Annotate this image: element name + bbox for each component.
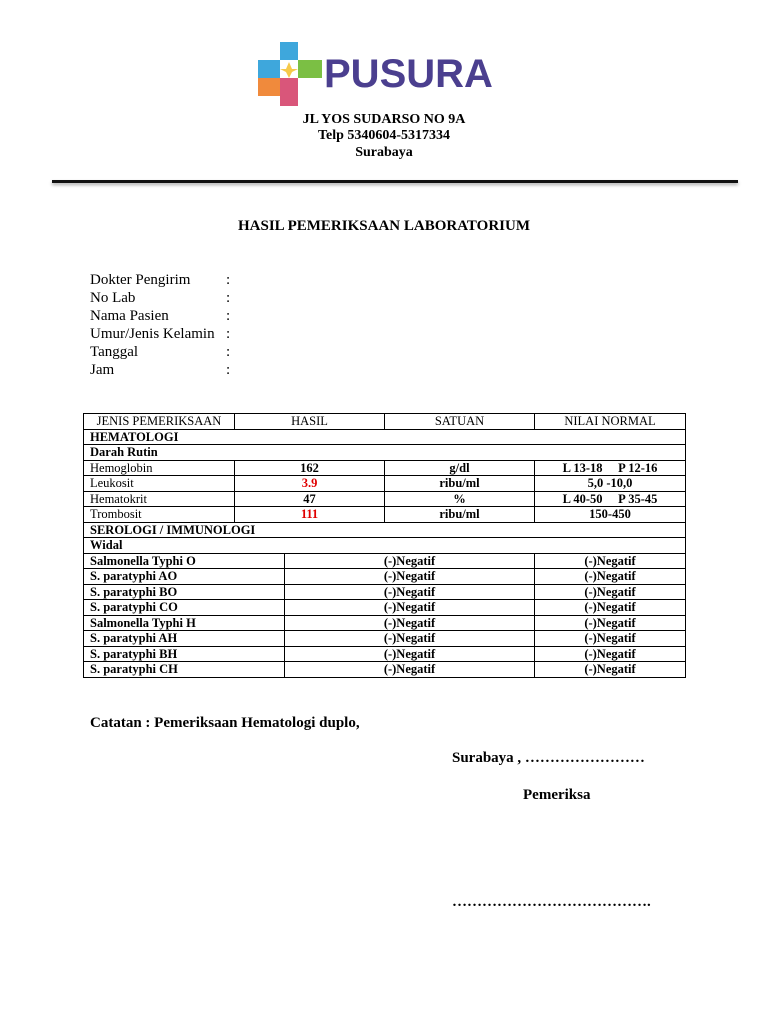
field-label: Nama Pasien	[90, 308, 169, 324]
test-name: Hematokrit	[84, 491, 235, 507]
table-row	[84, 662, 686, 678]
widal-normal: (-)Negatif	[535, 615, 686, 631]
section-row	[84, 429, 686, 445]
widal-normal: (-)Negatif	[535, 662, 686, 678]
table-row	[84, 476, 686, 492]
address-phone: Telp 5340604-5317334	[317, 128, 451, 143]
medical-cross-icon	[258, 40, 322, 108]
section-hematology: HEMATOLOGI	[84, 429, 686, 445]
table-row	[84, 600, 686, 616]
section-serology: SEROLOGI / IMMUNOLOGI	[84, 522, 686, 538]
section-row	[84, 522, 686, 538]
widal-name: Salmonella Typhi H	[84, 615, 285, 631]
widal-result: (-)Negatif	[285, 569, 535, 585]
table-row	[84, 631, 686, 647]
field-colon: :	[226, 326, 231, 342]
widal-name: Salmonella Typhi O	[84, 553, 285, 569]
header-nilai-normal: NILAI NORMAL	[535, 414, 686, 430]
subsection-widal: Widal	[84, 538, 686, 554]
widal-result: (-)Negatif	[285, 584, 535, 600]
test-normal: 150-450	[535, 507, 686, 523]
table-row	[84, 615, 686, 631]
field-label: No Lab	[90, 290, 136, 306]
page-title: HASIL PEMERIKSAAN LABORATORIUM	[238, 218, 530, 234]
widal-result: (-)Negatif	[285, 553, 535, 569]
field-label: Umur/Jenis Kelamin	[90, 326, 215, 342]
test-name: Leukosit	[84, 476, 235, 492]
test-result: 47	[235, 491, 385, 507]
subsection-row	[84, 445, 686, 461]
table-row	[84, 646, 686, 662]
widal-normal: (-)Negatif	[535, 553, 686, 569]
widal-normal: (-)Negatif	[535, 600, 686, 616]
address-city: Surabaya	[355, 145, 413, 160]
field-colon: :	[226, 290, 231, 306]
field-colon: :	[226, 308, 231, 324]
test-unit: ribu/ml	[385, 476, 535, 492]
header-satuan: SATUAN	[385, 414, 535, 430]
header-hasil: HASIL	[235, 414, 385, 430]
test-normal: L 13-18 P 12-16	[535, 460, 686, 476]
test-unit: %	[385, 491, 535, 507]
widal-normal: (-)Negatif	[535, 584, 686, 600]
table-row	[84, 553, 686, 569]
widal-result: (-)Negatif	[285, 646, 535, 662]
field-colon: :	[226, 272, 231, 288]
widal-name: S. paratyphi CH	[84, 662, 285, 678]
table-row	[84, 507, 686, 523]
widal-name: S. paratyphi CO	[84, 600, 285, 616]
widal-normal: (-)Negatif	[535, 631, 686, 647]
test-result: 162	[235, 460, 385, 476]
widal-result: (-)Negatif	[285, 600, 535, 616]
header-divider	[52, 180, 738, 183]
widal-result: (-)Negatif	[285, 662, 535, 678]
widal-normal: (-)Negatif	[535, 569, 686, 585]
examiner-label: Pemeriksa	[523, 787, 591, 803]
field-label: Dokter Pengirim	[90, 272, 191, 288]
test-normal: 5,0 -10,0	[535, 476, 686, 492]
test-name: Hemoglobin	[84, 460, 235, 476]
test-normal: L 40-50 P 35-45	[535, 491, 686, 507]
widal-name: S. paratyphi AH	[84, 631, 285, 647]
header-jenis: JENIS PEMERIKSAAN	[84, 414, 235, 430]
test-result-abnormal: 3.9	[235, 476, 385, 492]
test-result-abnormal: 111	[235, 507, 385, 523]
address-line-1: JL YOS SUDARSO NO 9A	[302, 112, 466, 127]
table-row	[84, 584, 686, 600]
lab-results-table	[83, 413, 686, 678]
table-row	[84, 491, 686, 507]
logo-text: PUSURA	[324, 52, 493, 96]
footer-note: Catatan : Pemeriksaan Hematologi duplo,	[90, 715, 360, 731]
field-colon: :	[226, 362, 231, 378]
subsection-darah-rutin: Darah Rutin	[84, 445, 686, 461]
city-date-line: Surabaya , ……………………	[452, 750, 645, 766]
test-name: Trombosit	[84, 507, 235, 523]
signature-line: ………………………………….	[452, 894, 651, 910]
subsection-row	[84, 538, 686, 554]
widal-result: (-)Negatif	[285, 615, 535, 631]
test-unit: ribu/ml	[385, 507, 535, 523]
field-label: Jam	[90, 362, 115, 378]
field-label: Tanggal	[90, 344, 139, 360]
field-colon: :	[226, 344, 231, 360]
widal-name: S. paratyphi BH	[84, 646, 285, 662]
widal-result: (-)Negatif	[285, 631, 535, 647]
widal-name: S. paratyphi AO	[84, 569, 285, 585]
test-unit: g/dl	[385, 460, 535, 476]
widal-normal: (-)Negatif	[535, 646, 686, 662]
widal-name: S. paratyphi BO	[84, 584, 285, 600]
table-row	[84, 569, 686, 585]
clinic-logo	[258, 40, 498, 108]
table-row	[84, 460, 686, 476]
table-header-row	[84, 414, 686, 430]
